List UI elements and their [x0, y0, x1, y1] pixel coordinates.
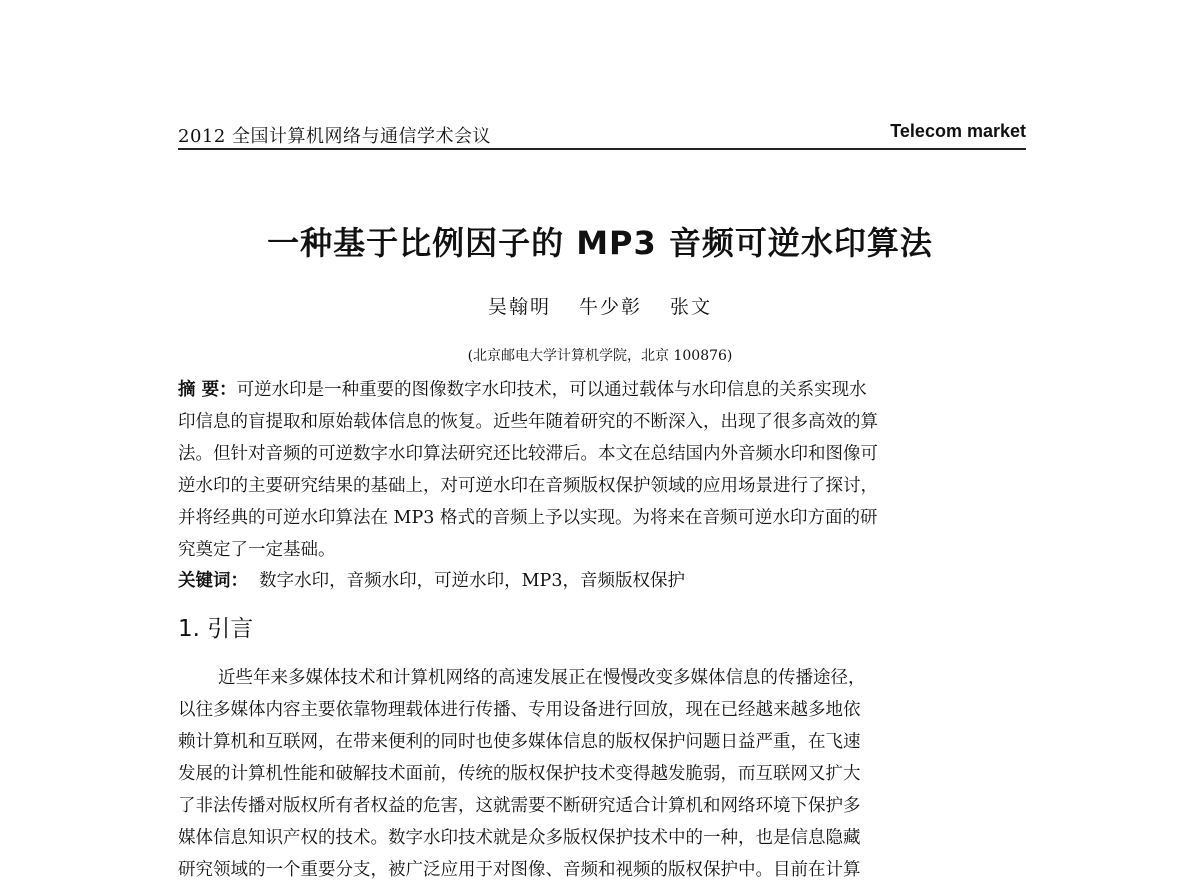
- author-list: 吴翰明 牛少彰 张文: [487, 296, 713, 318]
- abstract-line: [178, 376, 1026, 401]
- abstract-line: 印信息的盲提取和原始载体信息的恢复。近些年随着研究的不断深入，出现了很多高效的算: [178, 412, 878, 432]
- abstract-label: 摘 要：: [178, 380, 237, 400]
- body-line: 发展的计算机性能和破解技术面前，传统的版权保护技术变得越发脆弱，而互联网又扩大: [178, 764, 861, 784]
- body-line: 以往多媒体内容主要依靠物理载体进行传播、专用设备进行回放，现在已经越来越多地依: [178, 700, 861, 720]
- body-line: 赖计算机和互联网，在带来便利的同时也使多媒体信息的版权保护问题日益严重，在飞速: [178, 732, 861, 752]
- abstract-line: 并将经典的可逆水印算法在 MP3 格式的音频上予以实现。为将来在音频可逆水印方面的研: [178, 508, 878, 528]
- conference-name: 2012 全国计算机网络与通信学术会议: [178, 126, 492, 147]
- journal-name: Telecom market: [890, 121, 1026, 141]
- keywords-line: [178, 567, 1026, 592]
- abstract-line: 逆水印的主要研究结果的基础上，对可逆水印在音频版权保护领域的应用场景进行了探讨，: [178, 476, 878, 496]
- author-affiliation: (北京邮电大学计算机学院，北京 100876): [467, 348, 733, 364]
- body-line: 近些年来多媒体技术和计算机网络的高速发展正在慢慢改变多媒体信息的传播途径，: [218, 668, 866, 688]
- keywords-label: 关键词：: [178, 571, 248, 591]
- section-heading: 1. 引言: [178, 616, 254, 642]
- abstract-text: 可逆水印是一种重要的图像数字水印技术，可以通过载体与水印信息的关系实现水: [236, 380, 867, 400]
- running-header: [178, 118, 1026, 150]
- abstract-line: 法。但针对音频的可逆数字水印算法研究还比较滞后。本文在总结国内外音频水印和图像可: [178, 444, 878, 464]
- keywords-text: 数字水印，音频水印，可逆水印，MP3，音频版权保护: [259, 571, 685, 591]
- body-line: 研究领域的一个重要分支，被广泛应用于对图像、音频和视频的版权保护中。目前在计算: [178, 860, 861, 880]
- body-line: 了非法传播对版权所有者权益的危害，这就需要不断研究适合计算机和网络环境下保护多: [178, 796, 861, 816]
- paper-title: 一种基于比例因子的 MP3 音频可逆水印算法: [267, 224, 933, 262]
- abstract-line: 究奠定了一定基础。: [178, 540, 336, 560]
- body-line: 媒体信息知识产权的技术。数字水印技术就是众多版权保护技术中的一种，也是信息隐藏: [178, 828, 861, 848]
